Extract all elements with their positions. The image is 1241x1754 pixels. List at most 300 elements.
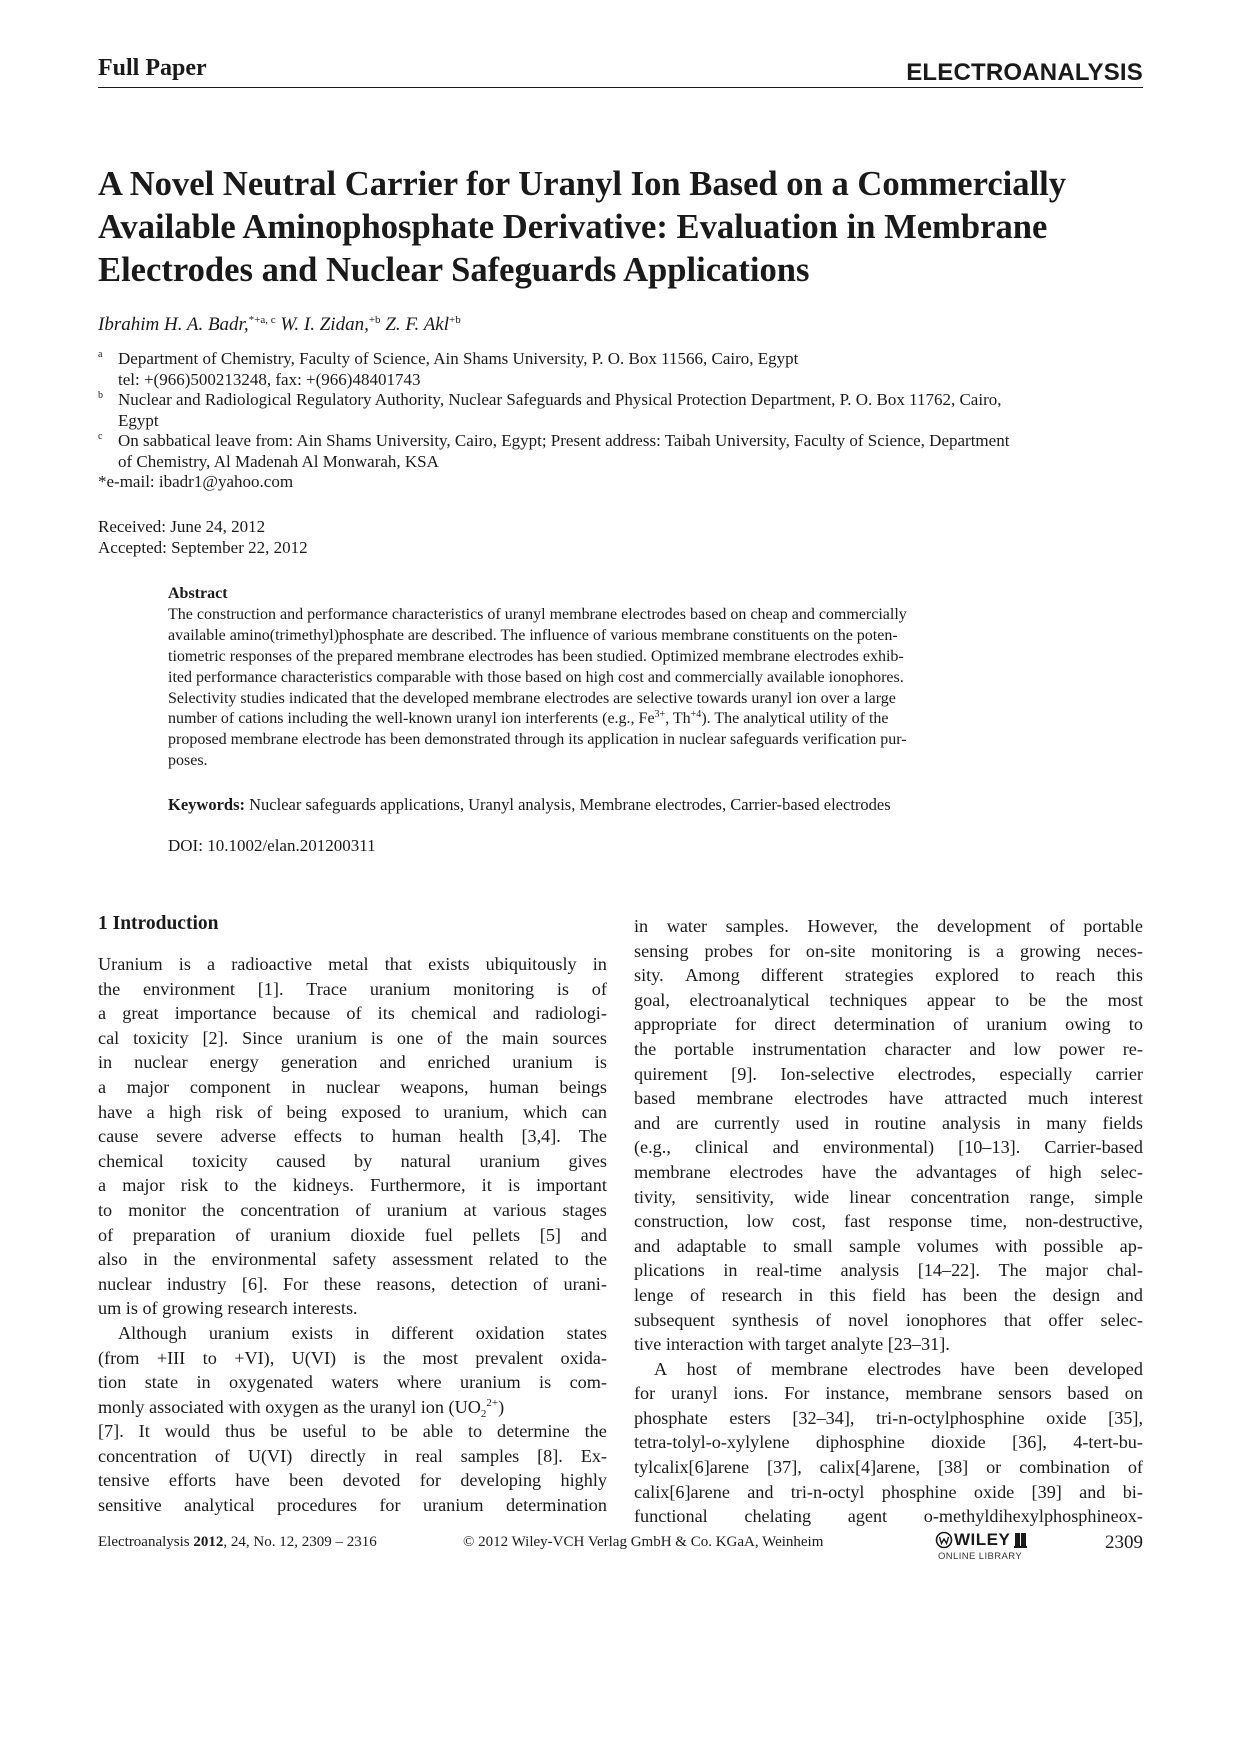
text-line: [634, 1135, 1143, 1160]
word: combination: [1019, 1457, 1110, 1478]
word: human: [489, 1076, 539, 1097]
word: sample: [849, 1235, 901, 1256]
word: the: [202, 1199, 225, 1220]
word: plications: [634, 1260, 705, 1281]
word: of: [1015, 1161, 1031, 1182]
word: the: [584, 1249, 607, 1270]
word: oxide: [1046, 1407, 1087, 1428]
affiliation-a: [98, 349, 1143, 390]
word: chemical: [98, 1150, 164, 1171]
wiley-subtitle: ONLINE LIBRARY: [938, 1551, 1023, 1562]
word: monitor: [128, 1199, 186, 1220]
text-line: [634, 1160, 1143, 1185]
word: of: [815, 1309, 832, 1330]
copyright: © 2012 Wiley-VCH Verlag GmbH & Co. KGaA, Weinheim: [463, 1534, 824, 1550]
word: tensive: [98, 1470, 150, 1491]
text-line: [98, 1346, 607, 1371]
text-line: [98, 1173, 607, 1198]
word: explored: [935, 965, 999, 986]
word: for: [379, 1495, 401, 1516]
word: electroanalytical: [689, 989, 810, 1010]
word: small: [793, 1235, 833, 1256]
word: in: [798, 1284, 813, 1305]
word: fuel: [424, 1224, 453, 1245]
word: techniques: [829, 989, 908, 1010]
word: host: [686, 1358, 717, 1379]
word: devoted: [342, 1470, 401, 1491]
word: would: [164, 1421, 211, 1442]
word: environment: [143, 978, 235, 999]
word: [1].: [257, 978, 284, 999]
word: of: [736, 1358, 752, 1379]
word: U(VI): [291, 1347, 337, 1368]
word: owing: [1065, 1014, 1111, 1035]
word: development: [937, 916, 1032, 936]
word: [8].: [537, 1445, 563, 1466]
word: [14–22].: [917, 1260, 980, 1281]
word: Ex-: [580, 1445, 607, 1466]
word: [7].: [98, 1421, 124, 1442]
affiliation-line: Department of Chemistry, Faculty of Science, Ain Shams University, P. O. Box 11566, Cairo, Egypt: [118, 349, 799, 368]
word: tivity,: [634, 1186, 676, 1207]
word: its: [377, 1003, 395, 1024]
word: on-site: [805, 940, 856, 961]
word: be: [390, 1421, 408, 1442]
word: uranyl: [671, 1383, 718, 1404]
word: natural: [400, 1150, 452, 1171]
word: U(VI): [247, 1445, 293, 1466]
word: subsequent: [634, 1309, 715, 1330]
citation-footer: [98, 1534, 377, 1551]
word: low: [1013, 1038, 1041, 1059]
word: real-time: [756, 1260, 822, 1281]
word: concentration: [240, 1199, 340, 1220]
word: states: [566, 1322, 607, 1343]
text-line: [98, 1321, 607, 1346]
word: 4-tert-bu-: [1073, 1432, 1143, 1453]
word: reach: [1055, 965, 1096, 986]
word: chemical: [411, 1003, 477, 1024]
word: is: [370, 1027, 384, 1048]
text-line: [98, 1444, 607, 1469]
word: human: [391, 1126, 442, 1147]
text-line: [634, 939, 1143, 964]
text-line: [634, 1308, 1143, 1333]
word: cost,: [792, 1211, 826, 1232]
word: interest: [1089, 1088, 1143, 1109]
word: toxicity: [192, 1150, 248, 1171]
word: of: [355, 1199, 371, 1220]
text-line: [634, 1234, 1143, 1259]
word: Carrier-based: [1044, 1137, 1143, 1158]
word: [6].: [241, 1273, 268, 1294]
word: growing: [1019, 940, 1081, 961]
word: quirement: [634, 1063, 708, 1084]
word: toxicity: [133, 1027, 189, 1048]
word: low: [746, 1211, 774, 1232]
word: to: [1020, 965, 1035, 986]
word: [9].: [731, 1063, 757, 1084]
author-name: W. I. Zidan,: [280, 314, 369, 335]
header-rule: [98, 87, 1143, 88]
word: to: [1128, 1014, 1143, 1035]
text-line: [634, 1185, 1143, 1210]
keywords-label: Keywords:: [168, 795, 245, 814]
word: high: [1049, 1161, 1082, 1182]
word: phosphate: [634, 1407, 708, 1428]
word: is: [539, 1372, 552, 1393]
word: and: [634, 1112, 661, 1133]
word: offer: [1048, 1309, 1084, 1330]
text-line: [634, 988, 1143, 1013]
section-heading: 1 Introduction: [98, 913, 219, 934]
word: concentration: [910, 1186, 1010, 1207]
affiliation-mark: c: [98, 431, 103, 442]
author-marks: +b: [449, 314, 461, 326]
text-line: [98, 1247, 607, 1272]
abstract-line: The construction and performance characteristics of uranyl membrane electrodes based on cheap and commercially: [168, 605, 907, 623]
word: response: [888, 1211, 953, 1232]
word: oxygenated: [229, 1372, 313, 1393]
abstract-line: poses.: [168, 752, 208, 770]
word: cause: [98, 1126, 139, 1147]
text-line: [98, 1001, 607, 1026]
word: the: [1065, 989, 1088, 1010]
title-line: Electrodes and Nuclear Safeguards Applications: [98, 251, 810, 289]
word: kidneys.: [292, 1175, 354, 1196]
word: have: [821, 1161, 857, 1182]
word: electrodes: [729, 1161, 804, 1182]
word: simple: [1094, 1186, 1143, 1207]
word: beings: [559, 1076, 607, 1097]
word: procedures: [277, 1495, 357, 1516]
word: (from: [98, 1347, 140, 1368]
received-date: Received: June 24, 2012: [98, 517, 266, 536]
word: For: [784, 1383, 810, 1404]
affiliation-c: [98, 431, 1143, 472]
word: the: [466, 1027, 489, 1048]
word: in: [1016, 1112, 1031, 1133]
word: o-methyldihexylphosphineox-: [923, 1506, 1143, 1527]
affiliation-b: [98, 390, 1143, 431]
text-line: [98, 1149, 607, 1174]
word: developing: [460, 1470, 542, 1491]
word: developed: [1068, 1358, 1143, 1379]
text-line: [98, 977, 607, 1002]
word: risk: [180, 1175, 209, 1196]
uranyl-formula-line: [98, 1395, 504, 1420]
word: chelating: [744, 1506, 812, 1527]
affiliation-mark: a: [98, 349, 103, 360]
author-marks: +b: [368, 314, 381, 326]
word: to: [467, 1421, 483, 1442]
word: the: [634, 1038, 657, 1059]
word: severe: [156, 1126, 203, 1147]
word: tri-n-octylphosphine: [876, 1407, 1025, 1428]
word: most: [1107, 989, 1143, 1010]
word: different: [761, 965, 824, 986]
word: range,: [1029, 1186, 1075, 1207]
word: lenge: [634, 1284, 674, 1305]
word: has: [922, 1284, 947, 1305]
word: main: [502, 1027, 539, 1048]
word: and: [772, 1137, 799, 1158]
affiliation-line: On sabbatical leave from: Ain Shams University, Cairo, Egypt; Present address: Taibah University, Faculty of Science, Department: [118, 431, 1010, 450]
word: Although: [118, 1322, 187, 1343]
word: at: [463, 1199, 477, 1220]
charge-superscript: 2+: [486, 1396, 499, 1409]
word: being: [286, 1101, 327, 1122]
word: sources: [552, 1027, 607, 1048]
word: possible: [1043, 1235, 1104, 1256]
word: been: [962, 1284, 998, 1305]
word: appear: [926, 989, 976, 1010]
paragraph: [634, 914, 1143, 1357]
word: a: [98, 1175, 107, 1196]
word: for: [419, 1470, 441, 1491]
word: [38]: [937, 1457, 969, 1478]
abstract-line: ited performance characteristics comparable with those based on high cost and commercially available ionophores.: [168, 668, 904, 686]
word: concentration: [98, 1445, 197, 1466]
word: ions.: [733, 1383, 769, 1404]
word: of: [953, 1014, 969, 1035]
word: Uranium: [98, 954, 163, 974]
abstract-text: ). The analytical utility of the: [701, 710, 889, 728]
word: to: [994, 989, 1010, 1010]
word: The: [578, 1126, 607, 1147]
word: probes: [704, 940, 753, 961]
word: radiologi-: [535, 1003, 607, 1024]
word: Ion-selective: [780, 1063, 875, 1084]
affiliations: [98, 349, 1143, 493]
charge-superscript: +4: [690, 709, 702, 721]
author-email: *e-mail: ibadr1@yahoo.com: [98, 472, 294, 491]
word: urani-: [563, 1273, 607, 1294]
word: by: [353, 1150, 373, 1171]
word: ubiquitously: [485, 954, 577, 974]
formula-subscript: 2: [480, 1407, 487, 1420]
word: of: [235, 1224, 251, 1245]
book-icon: [1014, 1532, 1028, 1548]
word: electrodes: [867, 1358, 942, 1379]
word: [10–13].: [958, 1137, 1021, 1158]
word: For: [283, 1273, 309, 1294]
word: the: [875, 1161, 898, 1182]
word: exists: [428, 954, 470, 974]
word: importance: [174, 1003, 257, 1024]
word: be: [270, 1421, 288, 1442]
word: for: [634, 1383, 656, 1404]
affiliation-line: tel: +(966)500213248, fax: +(966)48401743: [118, 369, 421, 389]
word: nuclear: [134, 1052, 188, 1073]
word: ap-: [1119, 1235, 1143, 1256]
word: character: [884, 1038, 952, 1059]
word: construction,: [634, 1211, 729, 1232]
word: stages: [562, 1199, 607, 1220]
title-line: Available Aminophosphate Derivative: Evaluation in Membrane: [98, 208, 1048, 246]
word: membrane: [696, 1088, 774, 1109]
word: in: [143, 1249, 158, 1270]
word: of: [98, 1224, 114, 1245]
word: nuclear: [98, 1273, 152, 1294]
word: analysis: [941, 1112, 1001, 1133]
word: cal: [98, 1027, 120, 1048]
abstract-text: number of cations including the well-known uranyl ion interferents (e.g., Fe: [168, 710, 655, 728]
text-line: [634, 1430, 1143, 1455]
word: reasons,: [376, 1273, 436, 1294]
word: uranium: [208, 1322, 270, 1343]
word: com-: [569, 1372, 607, 1393]
word: selec-: [1100, 1161, 1143, 1182]
word: where: [397, 1372, 442, 1393]
text-line: [634, 1258, 1143, 1283]
word: related: [489, 1249, 539, 1270]
word: tion: [98, 1372, 127, 1393]
word: portable: [1083, 916, 1143, 936]
word: various: [492, 1199, 547, 1220]
word: research: [721, 1284, 783, 1305]
word: a: [996, 940, 1005, 961]
word: uranium: [296, 1027, 358, 1048]
word: appropriate: [634, 1014, 717, 1035]
text-line: [634, 1455, 1143, 1480]
article-dates: [98, 517, 308, 558]
word: goal,: [634, 989, 670, 1010]
word: uranium: [986, 1014, 1048, 1035]
word: state: [144, 1372, 179, 1393]
word: uranium: [459, 1372, 521, 1393]
word: in: [291, 1076, 306, 1097]
word: to: [762, 1235, 777, 1256]
word: have: [960, 1358, 995, 1379]
word: It: [138, 1421, 150, 1442]
word: risk: [215, 1101, 243, 1122]
word: phosphine: [881, 1481, 957, 1502]
word: of: [689, 1284, 706, 1305]
word: sensitivity,: [695, 1186, 774, 1207]
word: that: [384, 954, 412, 974]
word: in: [98, 1052, 113, 1073]
word: However,: [807, 916, 878, 936]
word: uranium: [270, 1224, 331, 1245]
word: of: [346, 1003, 362, 1024]
text-line: [98, 1272, 607, 1297]
text-line: um is of growing research interests.: [98, 1298, 358, 1319]
word: the: [1013, 1284, 1037, 1305]
word: adaptable: [676, 1235, 747, 1256]
text-line: [634, 1111, 1143, 1136]
abstract: [168, 584, 1073, 772]
page-number: 2309: [1105, 1532, 1143, 1553]
word: on: [1124, 1383, 1143, 1404]
journal-name: ELECTROANALYSIS: [906, 59, 1143, 86]
word: based: [1067, 1383, 1109, 1404]
text-line: [98, 1100, 607, 1125]
word: fields: [1102, 1112, 1143, 1133]
word: in: [634, 916, 649, 936]
word: instance,: [825, 1383, 890, 1404]
keywords-text: Nuclear safeguards applications, Uranyl analysis, Membrane electrodes, Carrier-based electrodes: [249, 795, 891, 814]
word: dioxide: [931, 1432, 986, 1453]
word: (e.g.,: [634, 1137, 671, 1158]
word: of: [591, 978, 607, 999]
word: tri-n-octyl: [790, 1481, 865, 1502]
word: is: [507, 1175, 521, 1196]
word: strategies: [844, 965, 914, 986]
word: calix[4]arene,: [819, 1457, 921, 1478]
word: with: [994, 1235, 1028, 1256]
word: to: [224, 1175, 239, 1196]
abstract-line: tiometric responses of the prepared membrane electrodes has been studied. Optimized membrane electrodes exhib-: [168, 647, 904, 665]
word: ionophores: [905, 1309, 987, 1330]
word: have: [98, 1101, 133, 1122]
word: or: [986, 1457, 1002, 1478]
word: exists: [291, 1322, 333, 1343]
word: esters: [729, 1407, 771, 1428]
word: re-: [1122, 1038, 1143, 1059]
title-line: A Novel Neutral Carrier for Uranyl Ion Based on a Commercially: [98, 165, 1067, 203]
word: The: [998, 1260, 1027, 1281]
word: to: [98, 1199, 113, 1220]
word: design: [1052, 1284, 1101, 1305]
word: energy: [209, 1052, 259, 1073]
text-line: [634, 1357, 1143, 1382]
author-marks: *+a, c: [248, 314, 276, 326]
word: adverse: [220, 1126, 277, 1147]
text-line: [98, 1026, 607, 1051]
author-name: Z. F. Akl: [385, 314, 450, 335]
word: that: [1003, 1309, 1032, 1330]
word: Since: [242, 1027, 283, 1048]
text-line: [634, 963, 1143, 988]
word: can: [581, 1101, 607, 1122]
word: environmental: [211, 1249, 317, 1270]
word: to: [361, 1421, 376, 1442]
word: [2].: [202, 1027, 229, 1048]
word: weapons,: [400, 1076, 469, 1097]
text-line: [98, 1075, 607, 1100]
word: the: [254, 1175, 277, 1196]
word: [35],: [1108, 1407, 1143, 1428]
word: is: [178, 954, 191, 974]
text-line: tive interaction with target analyte [23–31].: [634, 1334, 950, 1355]
word: and: [379, 1052, 406, 1073]
word: Among: [685, 965, 740, 986]
word: sensors: [997, 1383, 1052, 1404]
word: +VI),: [234, 1347, 275, 1368]
word: samples.: [725, 916, 789, 936]
doi: DOI: 10.1002/elan.201200311: [168, 836, 376, 855]
text-line: [634, 1504, 1143, 1529]
word: chal-: [1106, 1260, 1143, 1281]
word: are: [676, 1112, 699, 1133]
charge-superscript: 3+: [654, 709, 666, 721]
word: great: [122, 1003, 159, 1024]
word: electrodes,: [897, 1063, 976, 1084]
word: waters: [331, 1372, 379, 1393]
text-span: ): [498, 1396, 505, 1417]
word: oxidation: [475, 1322, 545, 1343]
word: in: [592, 954, 607, 974]
paragraph: [634, 1357, 1143, 1529]
word: is: [594, 1052, 607, 1073]
word: determination: [505, 1495, 607, 1516]
word: many: [1046, 1112, 1087, 1133]
text-line: [98, 1050, 607, 1075]
word: based: [634, 1088, 676, 1109]
affiliation-line: Egypt: [118, 410, 159, 430]
word: the: [98, 978, 121, 999]
